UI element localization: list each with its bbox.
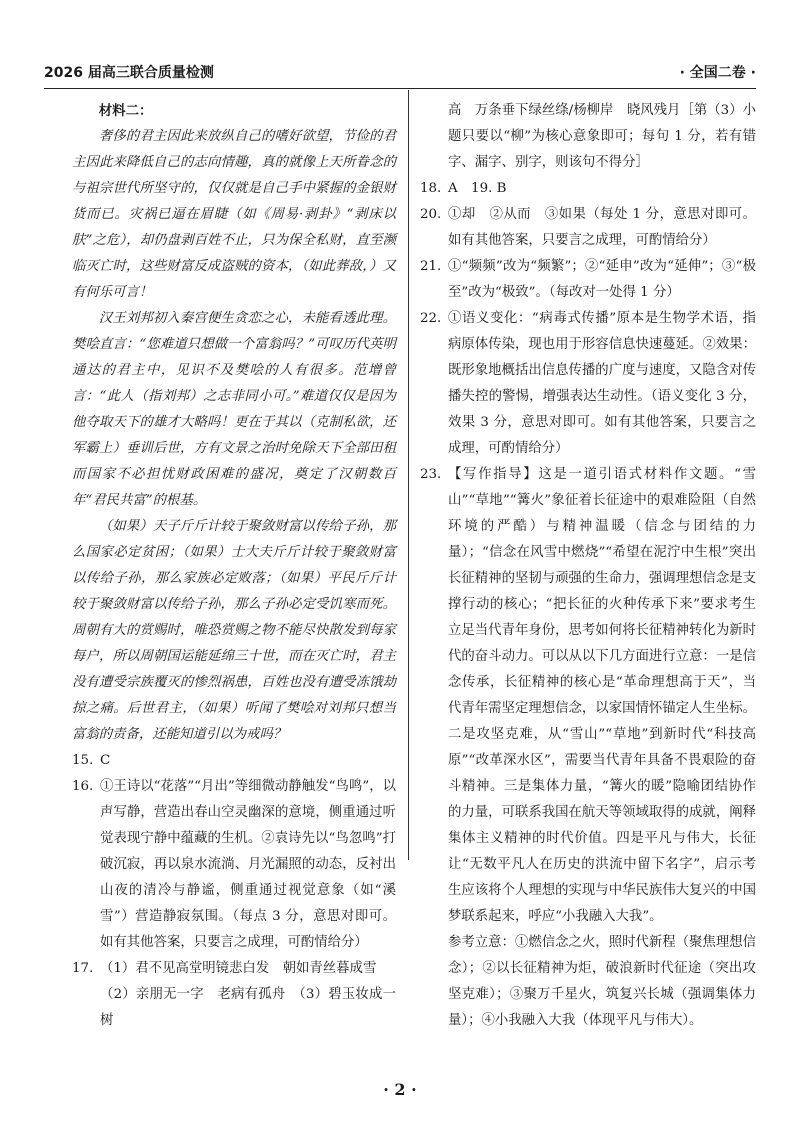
- answer-text: C: [100, 753, 111, 768]
- exam-title: 2026 届高三联合质量检测: [44, 65, 214, 81]
- answer-text: ①却 ②从而 ③如果（每处 1 分，意思对即可。如有其他答案，只要言之成理，可酌情给分）: [448, 207, 756, 248]
- answer-number: 21.: [420, 259, 442, 274]
- page-header: [44, 62, 756, 86]
- answer-text: 【写作指导】这是一道引语式材料作文题。“雪山”“草地”“篝火”象征着长征途中的艰难险阻（自然环境的严酷）与精神温暖（信念与团结的力量）；“信念在风雪中燃烧”“希望在泥泞中生根”突出长征精神的坚韧与顽强的生命力，强调理想信念是支撑行动的核心；“把长征的火种传承下来”要求考生立足当代青年身份，思考如何将长征精神转化为新时代的奋斗动力。可以从以下几方面进行立意：一是信念传承，长征精神的核心是“革命理想高于天”，当代青年需坚定理想信念，以家国情怀锚定人生坐标。二是攻坚克难，从“雪山”“草地”到新时代“科技高原”“改革深水区”，需要当代青年具备不畏艰险的奋斗精神。三是集体力量，“篝火的暖”隐喻团结协作的力量，可联系我国在航天等领域取得的成就，阐释集体主义精神的时代价值。四是平凡与伟大，长征让“无数平凡人在历史的洪流中留下名字”，启示考生应该将个人理想的实现与中华民族伟大复兴的中国梦联系起来，呼应“小我融入大我”。: [448, 467, 756, 924]
- answer-number: 22.: [420, 311, 442, 326]
- answer-number: 15.: [72, 753, 94, 768]
- answer-text: ①王诗以“花落”“月出”等细微动静触发“鸟鸣”，以声写静，营造出春山空灵幽深的意境，侧重通过听觉表现宁静中蕴藏的生机。②袁诗先以“鸟忽鸣”打破沉寂，再以泉水流淌、月光漏照的动态，反衬出山夜的清冷与静谧，侧重通过视觉意象（如“溪雪”）营造静寂氛围。（每点 3 分，意思对即可。如有其他答案，只要言之成理，可酌情给分）: [100, 779, 396, 950]
- answer-text: ①语义变化：“病毒式传播”原本是生物学术语，指病原体传染，现也用于形容信息快速蔓延。②效果：既形象地概括出信息传播的广度与速度，又隐含对传播失控的警惕，增强表达生动性。（语义变化 3 分，效果 3 分，意思对即可。如有其他答案，只要言之成理，可酌情给分）: [448, 311, 756, 456]
- material-paragraph-3: （如果）天子斤斤计较于聚敛财富以传给子孙，那么国家必定贫困；（如果）士大夫斤斤计较于聚敛财富以传给子孙，那么家族必定败落；（如果）平民斤斤计较于聚敛财富以传给子孙，那么子孙必定受饥寒而死。周朝有大的赏赐时，唯恐赏赐之物不能尽快散发到每家每户，所以周朝国运能延绵三十世，而在灭亡时，君主没有遭受宗族覆灭的惨烈祸患，百姓也没有遭受冻饿劫掠之痛。后世君主，（如果）听闻了樊哙对刘邦只想当富翁的责备，还能知道引以为戒吗？: [72, 519, 396, 742]
- answer-15: [72, 748, 396, 774]
- page-number: · 2 ·: [383, 1080, 417, 1099]
- answer-number: 17.: [72, 961, 94, 976]
- answer-text: （1）君不见高堂明镜悲白发 朝如青丝暮成雪: [100, 961, 377, 976]
- answer-number: 18.: [420, 181, 442, 196]
- answer-17: [72, 956, 396, 982]
- answer-17-line-2: （2）亲朋无一字 老病有孤舟 （3）碧玉妆成一树: [100, 987, 396, 1028]
- answer-number: 16.: [72, 779, 94, 794]
- answer-23: [420, 462, 756, 930]
- answer-17-continued: 高 万条垂下绿丝绦/杨柳岸 晓风残月［第（3）小题只要以“柳”为核心意象即可；每句 1 分，若有错字、漏字、别字，则该句不得分］: [448, 103, 756, 170]
- right-column: [420, 98, 756, 1034]
- answer-number: 23.: [420, 467, 442, 482]
- answer-16: [72, 774, 396, 956]
- header-rule: [44, 88, 756, 89]
- answer-21: [420, 254, 756, 306]
- answer-18-19: [420, 176, 756, 202]
- answer-text: ①“频频”改为“频繁”；②“延申”改为“延伸”；③“极至”改为“极致”。（每改对一处得 1 分）: [448, 259, 756, 300]
- material-title: 材料二：: [98, 103, 153, 119]
- left-column: [72, 98, 396, 1034]
- answer-23-reference: 参考立意：①燃信念之火，照时代新程（聚焦理想信念）；②以长征精神为炬，破浪新时代征途（突出攻坚克难）；③聚万千星火，筑复兴长城（强调集体力量）；④小我融入大我（体现平凡与伟大）。: [448, 935, 756, 1028]
- material-paragraph-2: 汉王刘邦初入秦宫便生贪恋之心，未能看透此理。樊哙直言：“您难道只想做一个富翁吗？”可叹历代英明通达的君主中，见识不及樊哙的人有很多。范增曾言：“此人（指刘邦）之志非同小可。”难道仅仅是因为他夺取天下的雄才大略吗！更在于其以（克制私欲，还军霸上）垂训后世，方有文景之治时免除天下全部田租而国家不必担忧财政困难的盛况，奠定了汉朝数百年“君民共富”的根基。: [72, 311, 396, 508]
- answer-text: A 19. B: [448, 181, 507, 196]
- material-paragraph-1: 奢侈的君主因此来放纵自己的嗜好欲望，节俭的君主因此来降低自己的志向情趣，真的就像上天所眷念的与祖宗世代所坚守的，仅仅就是自己手中紧握的金银财货而已。灾祸已逼在眉睫（如《周易·剥卦》“剥床以肤”之危），却仍盘剥百姓不止，只为保全私财，直至濒临灭亡时，这些财富反成盗贼的资本，（如此葬敌，）又有何乐可言！: [72, 129, 396, 300]
- answer-20: [420, 202, 756, 254]
- answer-22: [420, 306, 756, 462]
- answer-number: 20.: [420, 207, 442, 222]
- column-divider: [408, 90, 409, 860]
- paper-label: · 全国二卷 ·: [679, 65, 756, 81]
